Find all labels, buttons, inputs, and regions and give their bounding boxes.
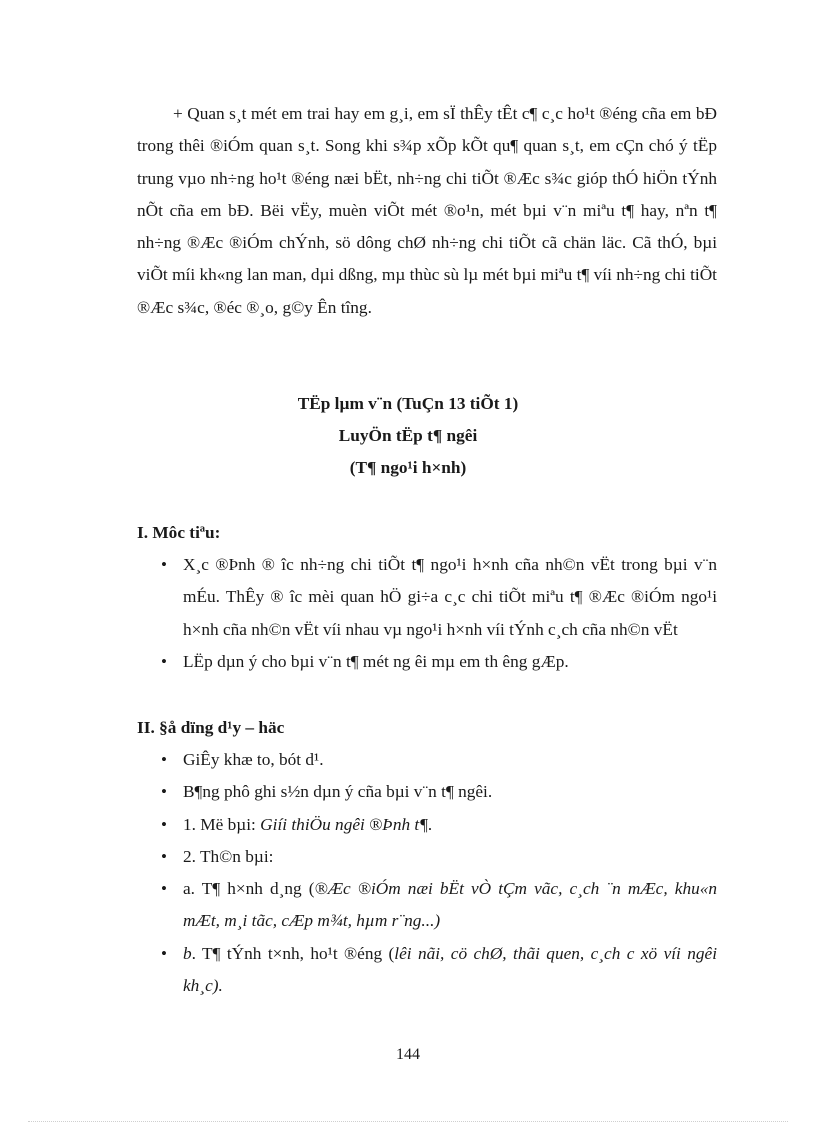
page-bottom-divider: [28, 1121, 788, 1122]
list-item: [137, 873, 717, 938]
step1-text: Giíi thiÖu ngêi ®Þnh t¶.: [260, 814, 433, 834]
list-item: [137, 809, 717, 841]
section2-heading: II. §å dïng d¹y – häc: [137, 718, 285, 737]
section1-heading: I. Môc tiªu:: [137, 523, 221, 542]
stepb-text: lêi nãi, cö chØ, thãi quen, c¸ch c xö víi ngêi kh¸c).: [183, 943, 717, 996]
list-item: • B¶ng phô ghi s½n dµn ý cña bµi v¨n t¶ ngêi.: [137, 776, 717, 808]
stepb-label: . T¶ tÝnh t×nh, ho¹t ®éng (: [191, 943, 395, 963]
list-item: • GiÊy khæ to, bót d¹.: [137, 744, 717, 776]
list-item: • LËp dµn ý cho bµi v¨n t¶ mét ng êi mµ em th êng gÆp.: [137, 646, 717, 678]
page-number: 144: [396, 1046, 420, 1063]
list-item: • X¸c ®Þnh ® îc nh÷ng chi tiÕt t¶ ngo¹i h×nh cña nh©n vËt trong bµi v¨n mÉu. ThÊy ® îc mèi quan hÖ gi÷a c¸c chi tiÕt miªu t¶ ®Æc ®iÓm ngo¹i h×nh cña nh©n vËt víi nhau vµ ngo¹i h×nh víi tÝnh c¸ch cña nh©n vËt: [137, 549, 717, 646]
lesson-subtitle: LuyÖn tËp t¶ ngêi: [338, 426, 478, 445]
lesson-title: TËp lµm v¨n (TuÇn 13 tiÕt 1): [297, 394, 519, 413]
lesson-topic: (T¶ ngo¹i h×nh): [349, 458, 467, 477]
list-item: [137, 938, 717, 1003]
stepb-prefix: b: [183, 943, 192, 963]
section1-list: [137, 549, 717, 678]
intro-paragraph: [137, 98, 717, 324]
intro-paragraph-text: + Quan s¸t mét em trai hay em g¸i, em sÏ thÊy tÊt c¶ c¸c ho¹t ®éng cña em bÐ trong thêi ®iÓm quan s¸t. Song khi s¾p xÕp kÕt qu¶ quan s¸t, em cÇn chó ý tËp trung vµo nh÷ng ho¹t ®éng næi bËt, nh÷ng chi tiÕt ®Æc s¾c gióp thÓ hiÖn tÝnh nÕt cña em bÐ. Bëi vËy, muèn viÕt mét ®o¹n, mét bµi v¨n miªu t¶ hay, nªn t¶ nh÷ng ®Æc ®iÓm chÝnh, sö dông chØ nh÷ng chi tiÕt cã chän läc. Cã thÓ, bµi viÕt míi kh«ng lan man, dµi dßng, mµ thùc sù lµ mét bµi miªu t¶ víi nh÷ng chi tiÕt ®Æc s¾c, ®éc ®¸o, g©y Ên tîng.: [137, 104, 717, 317]
list-item: • 2. Th©n bµi:: [137, 841, 717, 873]
stepa-label: a. T¶ h×nh d¸ng (: [183, 879, 315, 899]
section2-list: [137, 744, 717, 1002]
stepa-text: ®Æc ®iÓm næi bËt vÒ tÇm vãc, c¸ch ¨n mÆc, khu«n mÆt, m¸i tãc, cÆp m¾t, hµm r¨ng...): [183, 879, 718, 931]
step1-label: 1. Më bµi:: [183, 814, 256, 834]
